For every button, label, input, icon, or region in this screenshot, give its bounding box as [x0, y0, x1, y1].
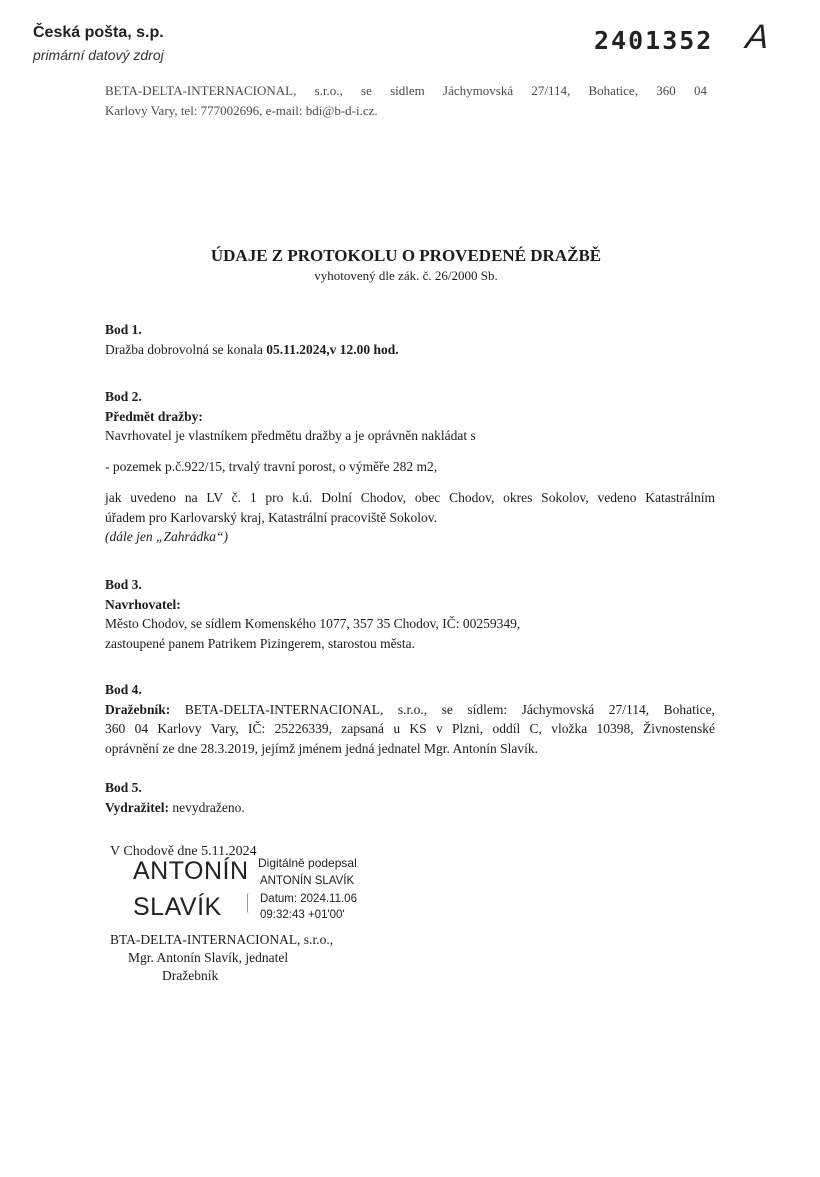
bod-2-heading: Bod 2.: [105, 389, 142, 404]
bod-1-heading: Bod 1.: [105, 322, 142, 337]
signature-person: Mgr. Antonín Slavík, jednatel: [128, 950, 289, 965]
bod-5-heading: Bod 5.: [105, 780, 142, 795]
bod-4-line-3: oprávnění ze dne 28.3.2019, jejímž jménem jedná jednatel Mgr. Antonín Slavík.: [105, 740, 539, 756]
bod-3-line-2: zastoupené panem Patrikem Pizingerem, starostou města.: [105, 635, 416, 651]
section-bod-5: [105, 778, 715, 817]
bod-3-subheading: Navrhovatel:: [105, 596, 181, 612]
bod-2-note: (dále jen „Zahrádka“): [105, 529, 228, 544]
page-title: ÚDAJE Z PROTOKOLU O PROVEDENÉ DRAŽBĚ: [210, 246, 602, 265]
bod-1-date: 05.11.2024,v 12.00 hod.: [266, 341, 399, 357]
bod-5-label: Vydražitel:: [105, 799, 169, 815]
document-letter: A: [744, 18, 771, 56]
digital-signature-line-1: Digitálně podepsal: [258, 856, 357, 870]
signature-company: BTA-DELTA-INTERNACIONAL, s.r.o.,: [110, 932, 334, 947]
section-bod-2: [105, 387, 715, 547]
bod-2-line-1: Navrhovatel je vlastníkem předmětu dražby a je oprávněn nakládat s: [105, 428, 476, 443]
letterhead-line-2: Karlovy Vary, tel: 777002696, e-mail: bdi@b-d-i.cz.: [105, 103, 378, 118]
issuer-name: Česká pošta, s.p.: [33, 24, 164, 41]
issuer-source: primární datový zdroj: [33, 47, 164, 63]
bod-2-item: - pozemek p.č.922/15, trvalý travní porost, o výměře 282 m2,: [105, 458, 438, 474]
bod-4-line-1: BETA-DELTA-INTERNACIONAL, s.r.o., se sídlem: Jáchymovská 27/114, Bohatice,: [170, 701, 715, 717]
digital-signature-line-2: ANTONÍN SLAVÍK: [260, 875, 355, 887]
bod-1-text: Dražba dobrovolná se konala: [105, 341, 267, 357]
bod-3-line-1: Město Chodov, se sídlem Komenského 1077, 357 35 Chodov, IČ: 00259349,: [105, 616, 521, 631]
bod-4-heading: Bod 4.: [105, 682, 142, 697]
signature-divider-mark: [247, 893, 251, 913]
document-number: 2401352: [594, 26, 714, 55]
bod-2-line-3: jak uvedeno na LV č. 1 pro k.ú. Dolní Chodov, obec Chodov, okres Sokolov, vedeno Katastrálním: [105, 490, 715, 505]
signature-name-first: ANTONÍN: [133, 857, 249, 885]
section-bod-1: [105, 320, 715, 359]
section-bod-3: [105, 575, 715, 653]
place-date: V Chodově dne 5.11.2024: [110, 844, 257, 859]
digital-signature-line-4: 09:32:43 +01'00': [260, 909, 345, 921]
bod-4-label: Dražebník:: [105, 701, 171, 717]
bod-2-line-4: úřadem pro Karlovarský kraj, Katastrální pracoviště Sokolov.: [105, 509, 438, 525]
page-subtitle: vyhotovený dle zák. č. 26/2000 Sb.: [314, 268, 498, 283]
bod-4-line-2: 360 04 Karlovy Vary, IČ: 25226339, zapsaná u KS v Plzni, oddíl C, vložka 10398, Živnostenské: [105, 721, 715, 736]
signature-role: Dražebník: [162, 968, 219, 983]
section-bod-4: [105, 680, 715, 758]
bod-5-text: nevydraženo.: [169, 799, 245, 815]
bod-3-heading: Bod 3.: [105, 577, 142, 592]
digital-signature-line-3: Datum: 2024.11.06: [260, 893, 357, 905]
signature-name-last: SLAVÍK: [133, 893, 222, 921]
letterhead-line-1: BETA-DELTA-INTERNACIONAL, s.r.o., se sídlem Jáchymovská 27/114, Bohatice, 360 04: [105, 83, 707, 98]
bod-2-subheading: Předmět dražby:: [105, 408, 203, 424]
